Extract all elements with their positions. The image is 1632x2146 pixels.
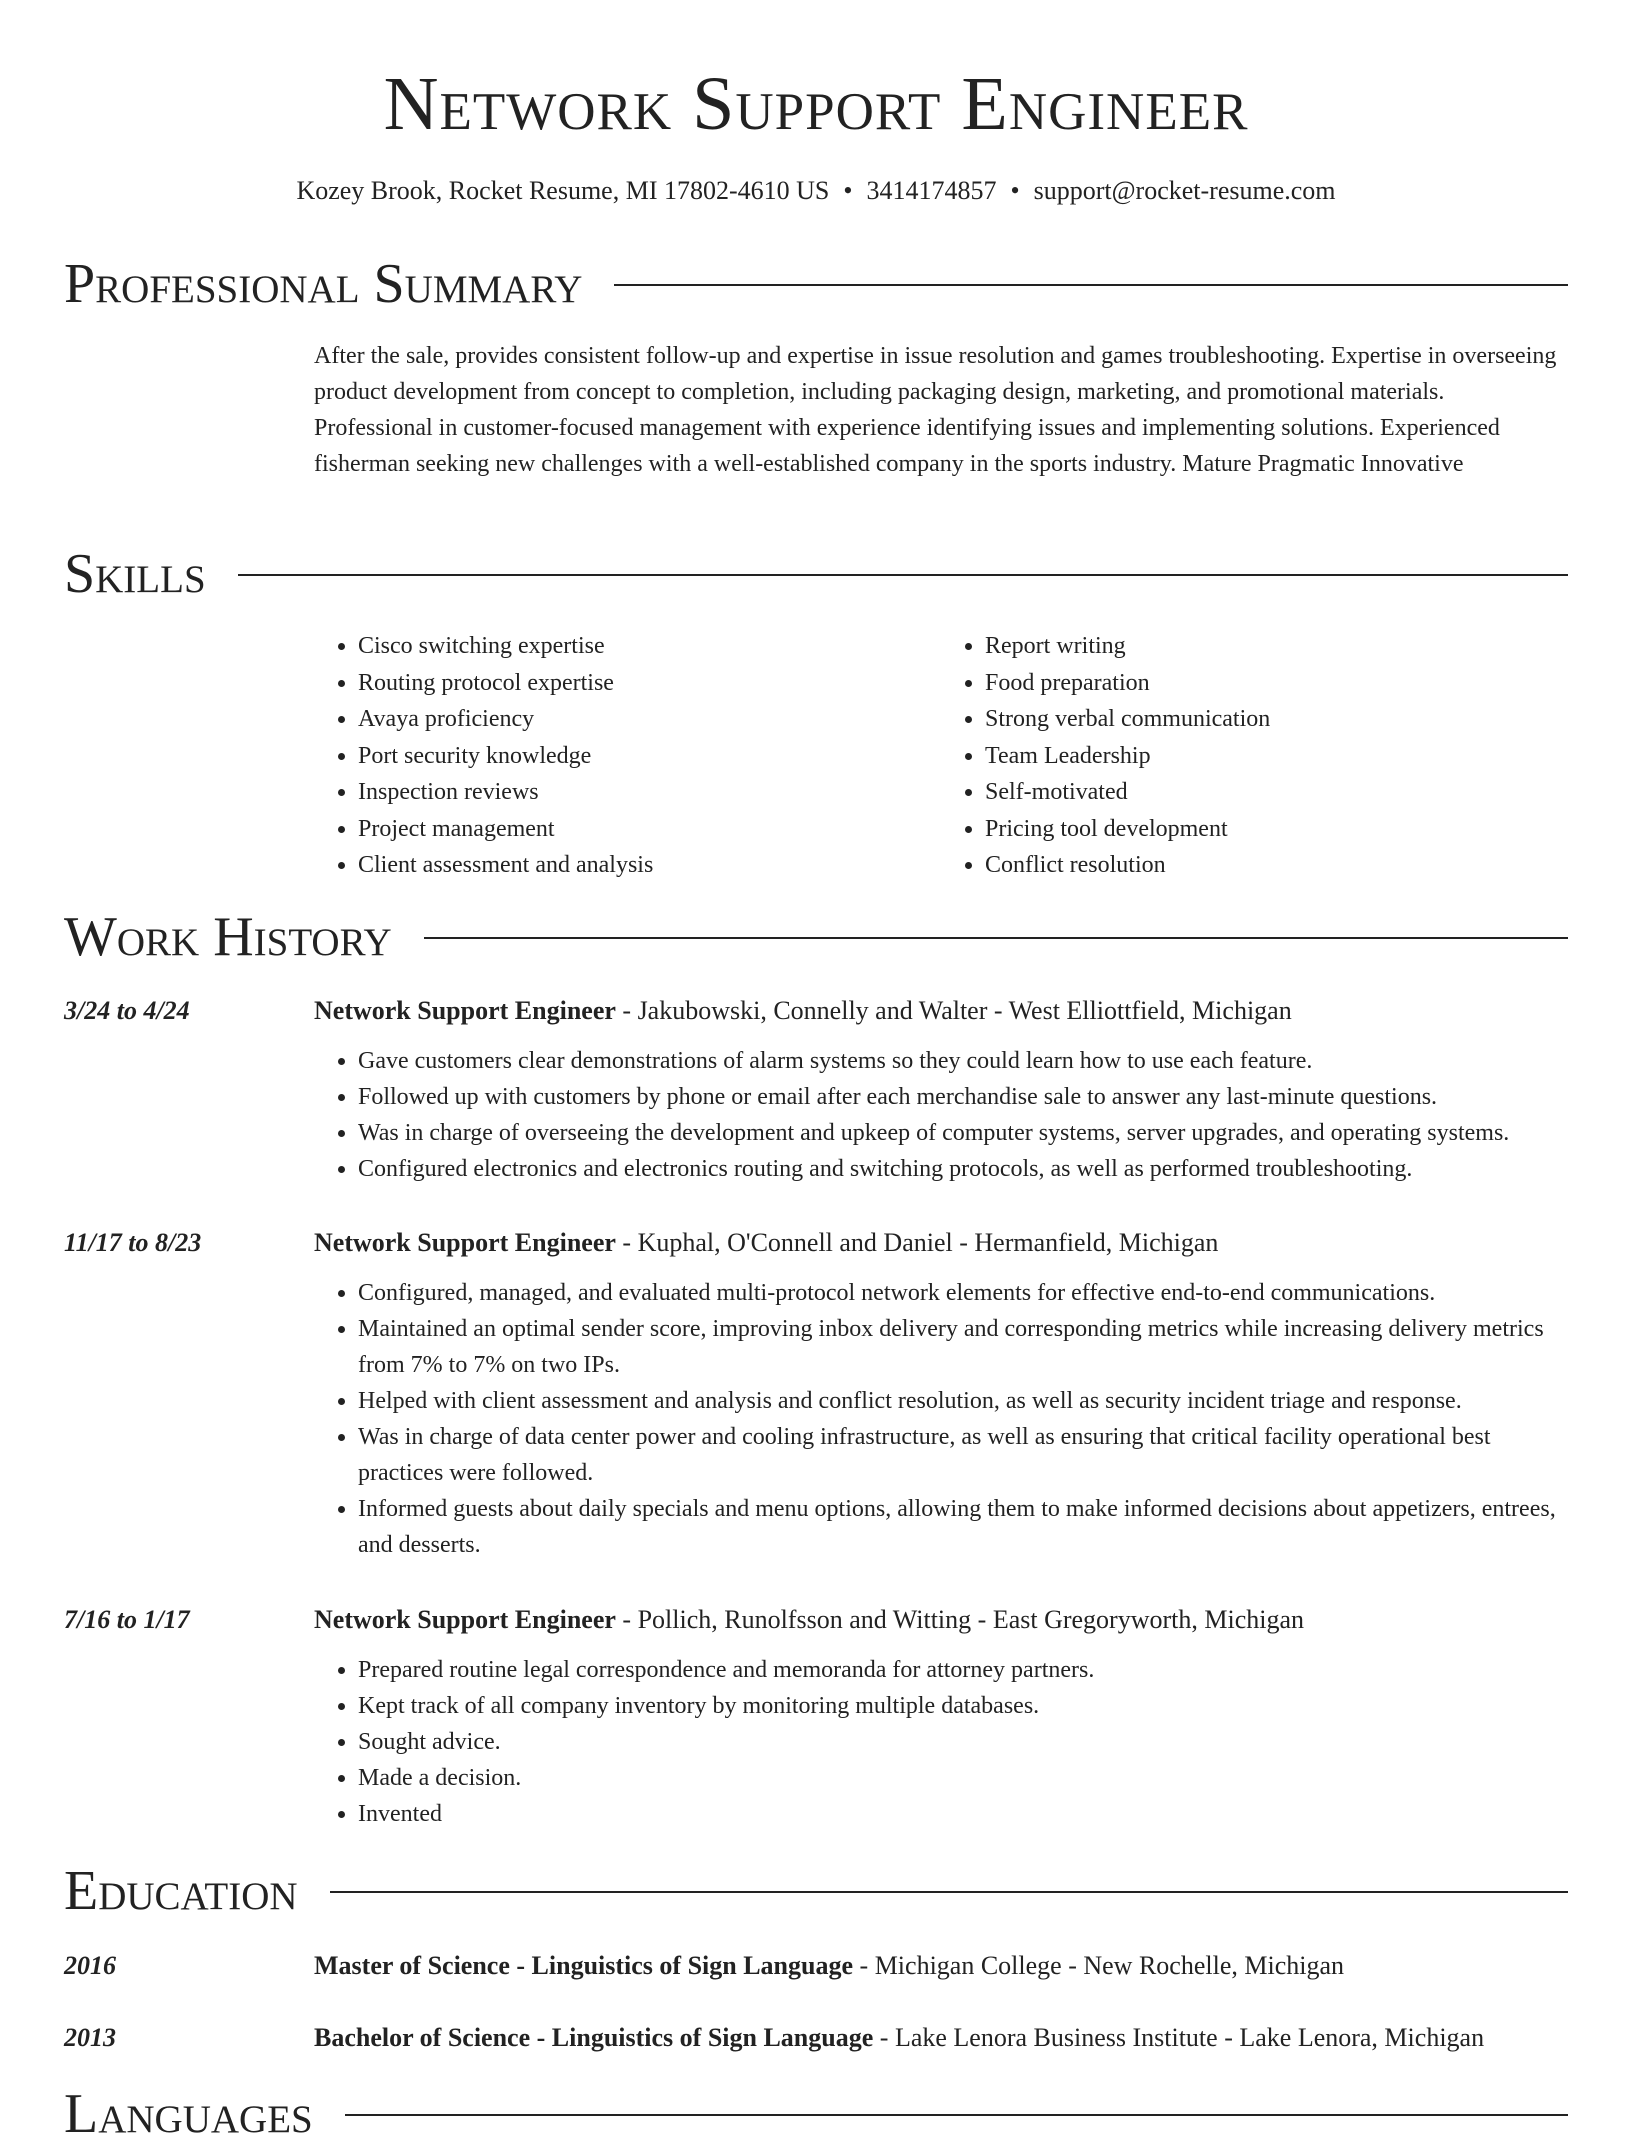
job-bullet: • Configured electronics and electronics routing and switching protocols, as well as performed troubleshooting. xyxy=(358,1151,1568,1187)
job-bullet: • Made a decision. xyxy=(358,1760,1568,1796)
section-divider xyxy=(330,1891,1568,1893)
skill-item: • Avaya proficiency xyxy=(358,701,941,738)
section-divider xyxy=(238,574,1568,576)
job-bullets xyxy=(314,1043,1568,1187)
skills-section-header xyxy=(64,542,1568,606)
job-bullet: • Kept track of all company inventory by monitoring multiple databases. xyxy=(358,1688,1568,1724)
skill-item: • Routing protocol expertise xyxy=(358,665,941,702)
skill-item: • Port security knowledge xyxy=(358,738,941,775)
summary-section-header xyxy=(64,252,1568,316)
job-bullet: • Sought advice. xyxy=(358,1724,1568,1760)
skills-list xyxy=(314,628,1568,884)
section-title-languages: Languages xyxy=(64,2083,313,2145)
skill-item: • Report writing xyxy=(985,628,1568,665)
work-section-header xyxy=(64,905,1568,969)
contact-address: Kozey Brook, Rocket Resume, MI 17802-4610 US xyxy=(296,176,830,205)
job-dates: 7/16 to 1/17 xyxy=(64,1605,190,1634)
education-school: - Lake Lenora Business Institute - Lake Lenora, Michigan xyxy=(873,2023,1485,2052)
skill-item: • Food preparation xyxy=(985,665,1568,702)
skill-item: • Cisco switching expertise xyxy=(358,628,941,665)
education-year: 2016 xyxy=(64,1951,116,1980)
languages-section-header xyxy=(64,2082,1568,2146)
contact-separator: • xyxy=(1010,176,1020,205)
education-heading xyxy=(314,2020,1484,2056)
section-divider xyxy=(614,284,1568,286)
job-dates: 3/24 to 4/24 xyxy=(64,996,190,1025)
section-title-skills: Skills xyxy=(64,543,206,605)
job-bullets xyxy=(314,1275,1568,1563)
skills-column-right xyxy=(941,628,1568,884)
summary-text: After the sale, provides consistent follow-up and expertise in issue resolution and games troubleshooting. Expertise in overseeing product development from concept to completion, including packaging design, marketing, and promotional materials. Professional in customer-focused management with experience identifying issues and implementing solutions. Experienced fisherman seeking new challenges with a well-established company in the sports industry. Mature Pragmatic Innovative xyxy=(314,343,1557,477)
job-bullet: • Helped with client assessment and analysis and conflict resolution, as well as security incident triage and response. xyxy=(358,1383,1568,1419)
contact-separator: • xyxy=(843,176,853,205)
skill-item: • Project management xyxy=(358,811,941,848)
job-bullet: • Was in charge of data center power and cooling infrastructure, as well as ensuring that critical facility operational best practices were followed. xyxy=(358,1419,1568,1491)
skill-item: • Self-motivated xyxy=(985,774,1568,811)
skill-item: • Conflict resolution xyxy=(985,847,1568,884)
job-bullet: • Configured, managed, and evaluated multi-protocol network elements for effective end-to-end communications. xyxy=(358,1275,1568,1311)
job-heading xyxy=(314,1602,1304,1638)
skill-item: • Team Leadership xyxy=(985,738,1568,775)
job-bullet: • Invented xyxy=(358,1796,1568,1832)
section-title-summary: Professional Summary xyxy=(64,253,583,315)
skill-item: • Client assessment and analysis xyxy=(358,847,941,884)
section-title-education: Education xyxy=(64,1860,298,1922)
education-heading xyxy=(314,1948,1344,1984)
job-bullet: • Gave customers clear demonstrations of alarm systems so they could learn how to use each feature. xyxy=(358,1043,1568,1079)
job-bullet: • Informed guests about daily specials and menu options, allowing them to make informed decisions about appetizers, entrees, and desserts. xyxy=(358,1491,1568,1563)
education-degree: Master of Science - Linguistics of Sign Language xyxy=(314,1951,854,1980)
resume-name-title: Network Support Engineer xyxy=(383,62,1249,146)
section-divider xyxy=(424,937,1568,939)
job-bullet: • Followed up with customers by phone or email after each merchandise sale to answer any last-minute questions. xyxy=(358,1079,1568,1115)
job-bullet: • Maintained an optimal sender score, improving inbox delivery and corresponding metrics while increasing delivery metrics from 7% to 7% on two IPs. xyxy=(358,1311,1568,1383)
job-bullet: • Was in charge of overseeing the development and upkeep of computer systems, server upgrades, and operating systems. xyxy=(358,1115,1568,1151)
job-bullets xyxy=(314,1652,1568,1832)
job-bullet: • Prepared routine legal correspondence and memoranda for attorney partners. xyxy=(358,1652,1568,1688)
section-title-work: Work History xyxy=(64,906,392,968)
job-role: Network Support Engineer xyxy=(314,1228,616,1257)
contact-line xyxy=(0,174,1632,208)
skill-item: • Pricing tool development xyxy=(985,811,1568,848)
job-heading xyxy=(314,1225,1218,1261)
job-employer: - Jakubowski, Connelly and Walter - West Elliottfield, Michigan xyxy=(615,996,1292,1025)
job-heading xyxy=(314,993,1292,1029)
job-employer: - Kuphal, O'Connell and Daniel - Hermanfield, Michigan xyxy=(615,1228,1219,1257)
section-divider xyxy=(345,2114,1568,2116)
education-degree: Bachelor of Science - Linguistics of Sign Language xyxy=(314,2023,874,2052)
education-school: - Michigan College - New Rochelle, Michigan xyxy=(853,1951,1345,1980)
skill-item: • Strong verbal communication xyxy=(985,701,1568,738)
contact-phone: 3414174857 xyxy=(866,176,997,205)
contact-email: support@rocket-resume.com xyxy=(1033,176,1336,205)
job-role: Network Support Engineer xyxy=(314,996,616,1025)
education-year: 2013 xyxy=(64,2023,116,2052)
skill-item: • Inspection reviews xyxy=(358,774,941,811)
skills-column-left xyxy=(314,628,941,884)
education-section-header xyxy=(64,1859,1568,1923)
job-dates: 11/17 to 8/23 xyxy=(64,1228,202,1257)
job-role: Network Support Engineer xyxy=(314,1605,616,1634)
job-employer: - Pollich, Runolfsson and Witting - East Gregoryworth, Michigan xyxy=(615,1605,1305,1634)
